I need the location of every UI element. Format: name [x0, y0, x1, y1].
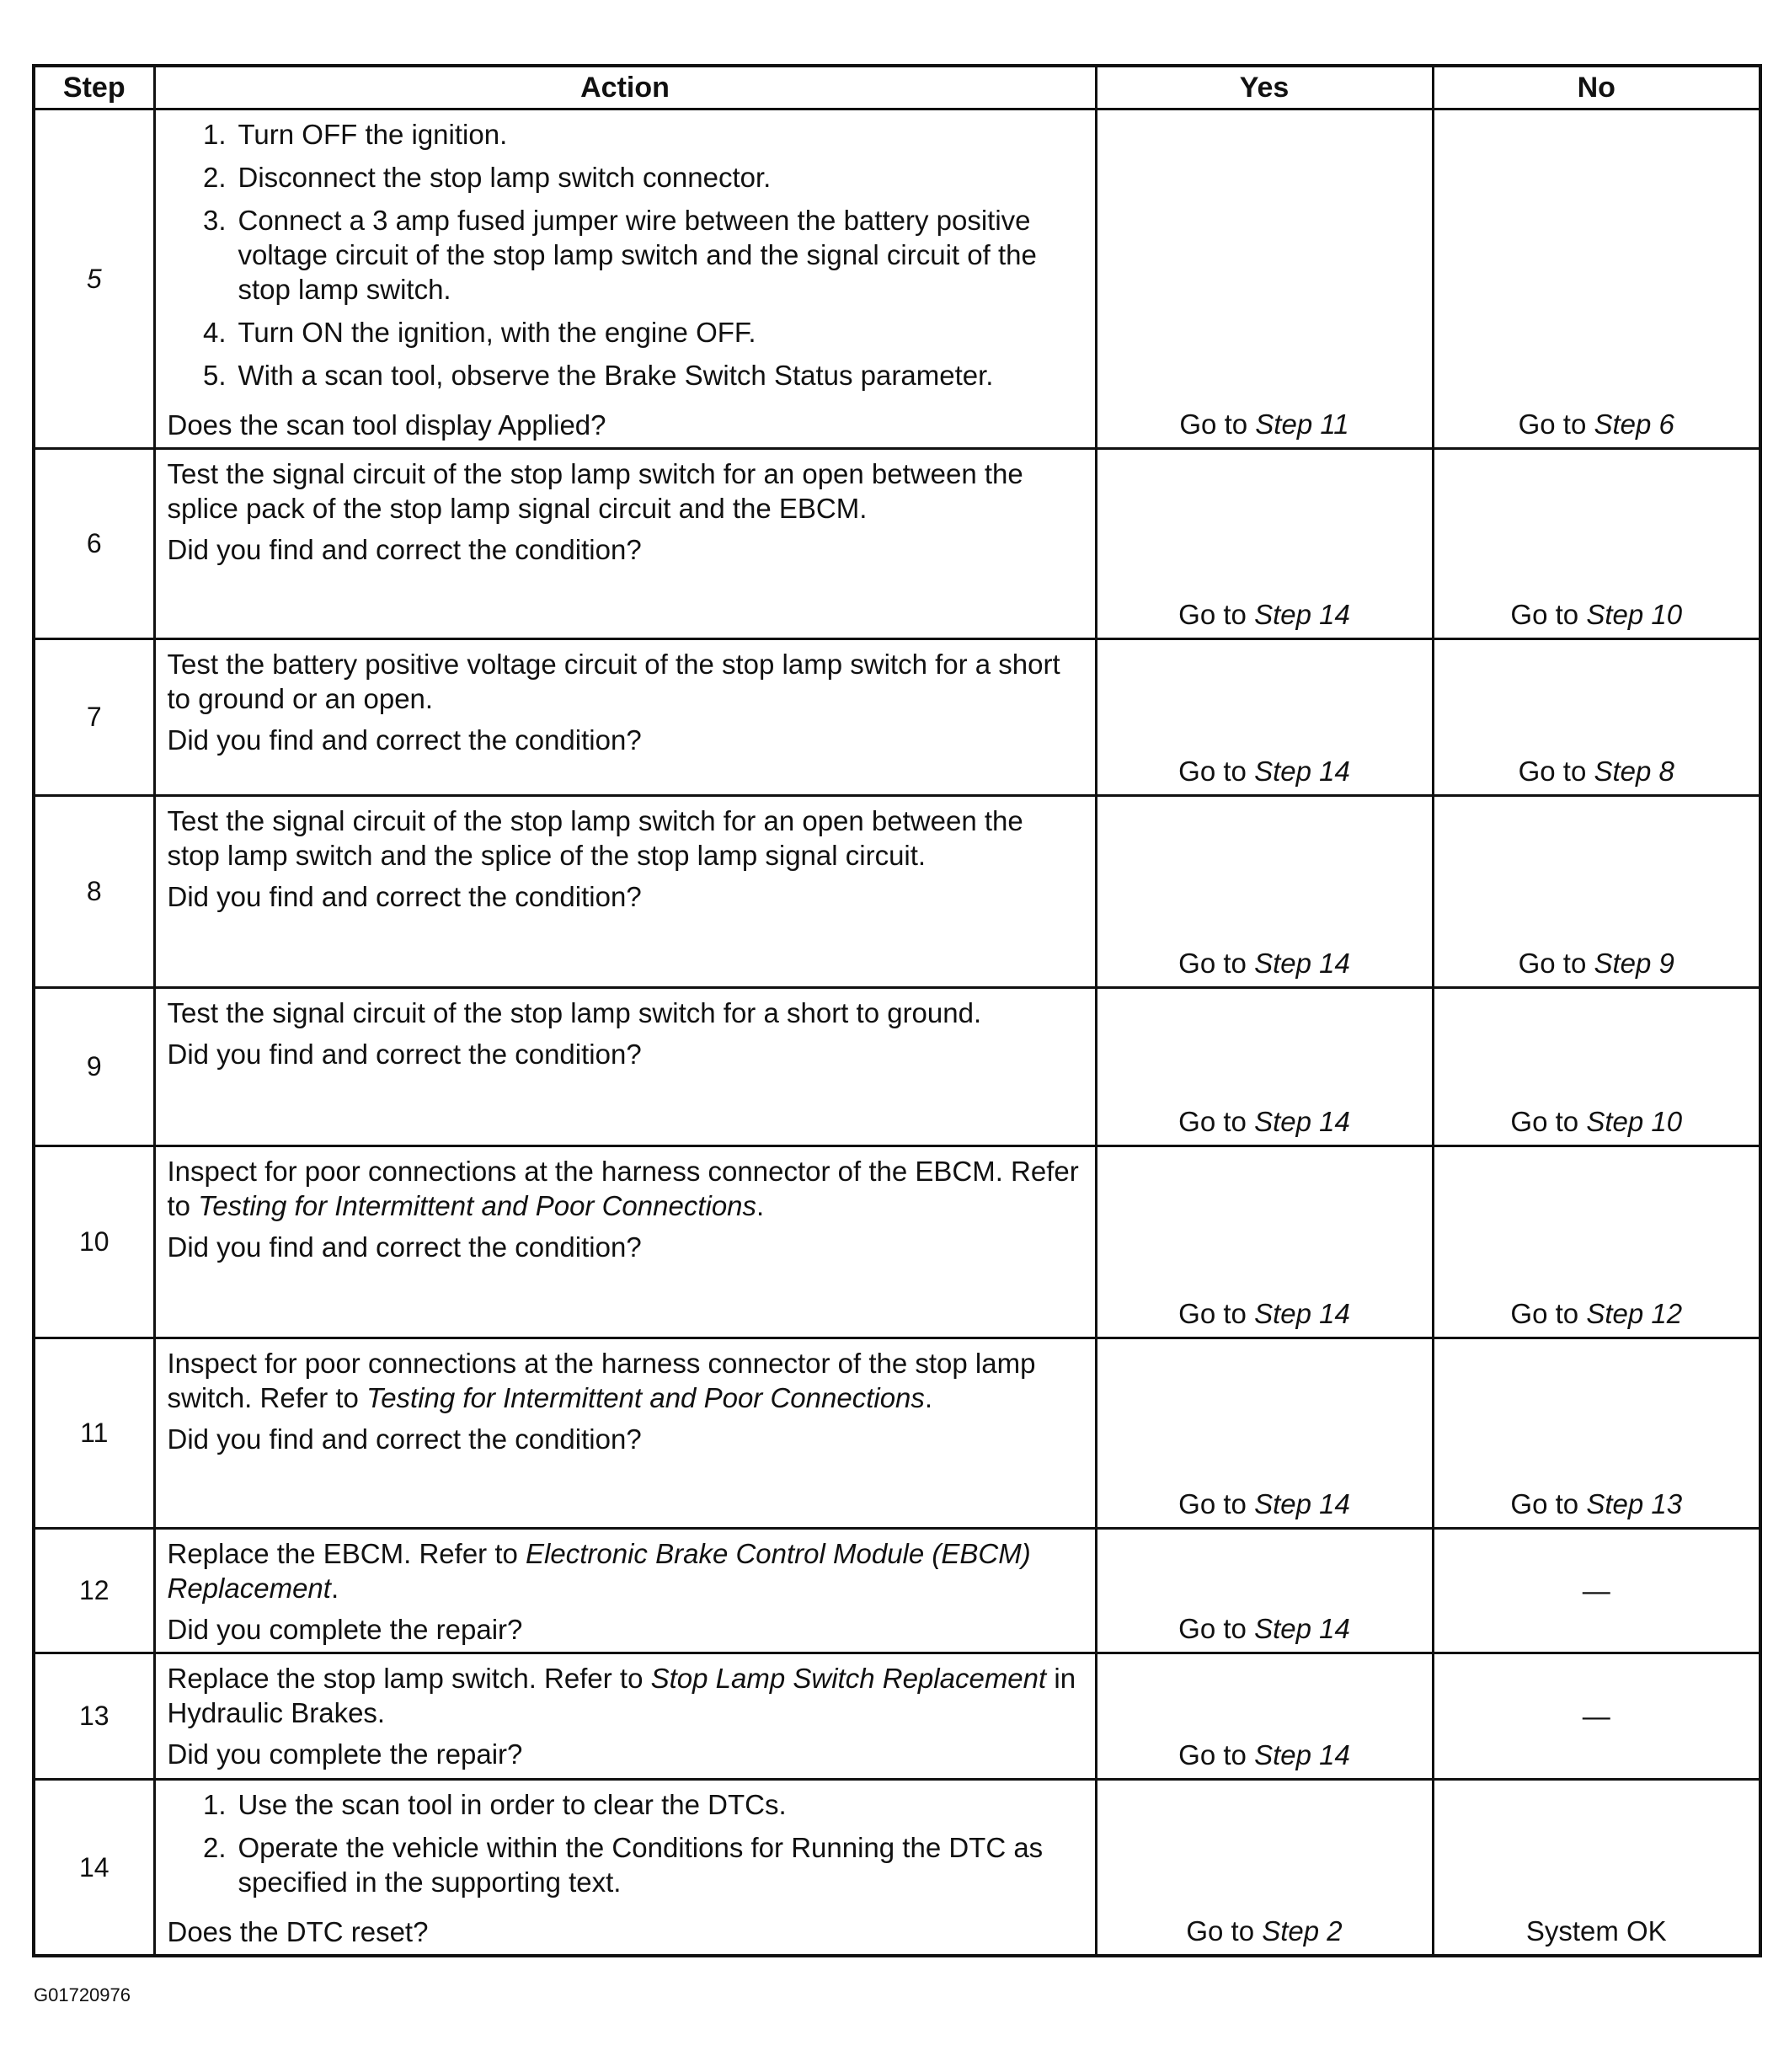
- no-cell: [1433, 1338, 1760, 1529]
- yes-step-link[interactable]: Step 14: [1254, 948, 1350, 979]
- list-text: Disconnect the stop lamp switch connector.: [238, 162, 772, 193]
- action-text: Test the battery positive voltage circuit of the stop lamp switch for a short to ground or an open.: [167, 649, 1060, 714]
- action-text: [168, 1346, 1083, 1415]
- header-row: [34, 66, 1760, 109]
- action-text-lead: Inspect for poor connections at the harness connector of the EBCM. Refer to: [167, 1156, 1079, 1221]
- yes-prefix: Go to: [1179, 409, 1256, 440]
- list-number: 2.: [202, 1832, 227, 1863]
- yes-prefix: Go to: [1178, 1106, 1255, 1137]
- yes-step-link[interactable]: Step 14: [1254, 1613, 1350, 1644]
- no-step-link[interactable]: Step 9: [1594, 948, 1674, 979]
- action-text: [168, 1661, 1083, 1730]
- yes-step-link[interactable]: Step 14: [1254, 756, 1350, 787]
- action-text-end: .: [924, 1382, 933, 1413]
- reference-link[interactable]: Testing for Intermittent and Poor Connections: [366, 1382, 925, 1413]
- action-text: Test the signal circuit of the stop lamp switch for an open between the splice pack of the stop lamp signal circuit and the EBCM.: [167, 458, 1023, 524]
- yes-cell: [1096, 988, 1433, 1146]
- table-row: [34, 639, 1760, 796]
- no-cell: —: [1433, 1529, 1760, 1653]
- list-number: 1.: [202, 1789, 227, 1820]
- list-item: [168, 315, 1083, 350]
- header-action: Action: [154, 66, 1096, 109]
- step-number: 5: [34, 109, 154, 449]
- list-number: 5.: [202, 360, 227, 391]
- no-prefix: Go to: [1510, 1106, 1587, 1137]
- action-text: [168, 1154, 1083, 1223]
- yes-step-link[interactable]: Step 14: [1254, 1298, 1350, 1329]
- no-cell: [1433, 639, 1760, 796]
- yes-prefix: Go to: [1178, 599, 1255, 630]
- no-prefix: Go to: [1510, 599, 1587, 630]
- no-cell: [1433, 109, 1760, 449]
- step-number: 6: [34, 449, 154, 639]
- yes-prefix: Go to: [1178, 1613, 1255, 1644]
- yes-step-link[interactable]: Step 2: [1262, 1915, 1343, 1947]
- yes-step-link[interactable]: Step 14: [1254, 599, 1350, 630]
- yes-prefix: Go to: [1178, 1739, 1255, 1770]
- list-text: Operate the vehicle within the Conditions for Running the DTC as specified in the supporting text.: [238, 1832, 1044, 1898]
- no-prefix: Go to: [1510, 1298, 1587, 1329]
- table-row: [34, 1529, 1760, 1653]
- step-number: 11: [34, 1338, 154, 1529]
- action-cell: [154, 1780, 1096, 1957]
- question-text: Did you complete the repair?: [167, 1738, 523, 1770]
- question-text: Did you find and correct the condition?: [167, 1039, 642, 1070]
- no-prefix: Go to: [1518, 948, 1594, 979]
- diagnostic-table-container: [32, 64, 1759, 1957]
- no-cell: [1433, 796, 1760, 988]
- figure-id: G01720976: [34, 1984, 131, 2005]
- action-text-end: .: [330, 1573, 339, 1604]
- list-text: With a scan tool, observe the Brake Switch Status parameter.: [238, 360, 994, 391]
- action-cell: [154, 1338, 1096, 1529]
- question-text: Did you find and correct the condition?: [167, 881, 642, 912]
- action-text-end: in Hydraulic Brakes.: [167, 1663, 1076, 1728]
- list-number: 1.: [202, 119, 227, 150]
- step-number: 7: [34, 639, 154, 796]
- action-cell: [154, 639, 1096, 796]
- action-text: Test the signal circuit of the stop lamp switch for a short to ground.: [167, 997, 982, 1028]
- no-cell: System OK: [1433, 1780, 1760, 1957]
- no-step-link[interactable]: Step 10: [1586, 599, 1683, 630]
- table-row: [34, 449, 1760, 639]
- question-text: Did you find and correct the condition?: [167, 724, 642, 756]
- yes-cell: [1096, 1338, 1433, 1529]
- list-text: Turn ON the ignition, with the engine OFF.: [238, 317, 756, 348]
- list-text: Connect a 3 amp fused jumper wire between the battery positive voltage circuit of the stop lamp switch and the signal circuit of the stop lamp switch.: [238, 205, 1037, 305]
- step-number: 9: [34, 988, 154, 1146]
- question-text: Did you complete the repair?: [167, 1614, 523, 1645]
- yes-cell: [1096, 1780, 1433, 1957]
- procedure-list: [168, 117, 1083, 393]
- list-text: Use the scan tool in order to clear the DTCs.: [238, 1789, 787, 1820]
- action-text: Test the signal circuit of the stop lamp switch for an open between the stop lamp switch and the splice of the stop lamp signal circuit.: [167, 805, 1023, 871]
- step-number: 13: [34, 1653, 154, 1780]
- list-item: [168, 160, 1083, 195]
- list-number: 3.: [202, 205, 227, 236]
- yes-step-link[interactable]: Step 14: [1254, 1739, 1350, 1770]
- yes-prefix: Go to: [1178, 1488, 1255, 1519]
- no-step-link[interactable]: Step 8: [1594, 756, 1674, 787]
- header-step: Step: [34, 66, 154, 109]
- table-row: [34, 1780, 1760, 1957]
- procedure-list: [168, 1787, 1083, 1899]
- table-row: [34, 1653, 1760, 1780]
- step-number: 8: [34, 796, 154, 988]
- reference-link[interactable]: Testing for Intermittent and Poor Connections: [198, 1190, 757, 1221]
- action-cell: [154, 796, 1096, 988]
- yes-cell: [1096, 1529, 1433, 1653]
- yes-step-link[interactable]: Step 14: [1254, 1106, 1350, 1137]
- action-cell: [154, 449, 1096, 639]
- table-row: [34, 988, 1760, 1146]
- yes-prefix: Go to: [1178, 756, 1255, 787]
- step-number: 12: [34, 1529, 154, 1653]
- question-text: Did you find and correct the condition?: [167, 1423, 642, 1455]
- no-prefix: Go to: [1518, 409, 1594, 440]
- list-number: 4.: [202, 317, 227, 348]
- question-text: Does the DTC reset?: [167, 1916, 429, 1947]
- yes-cell: [1096, 1146, 1433, 1338]
- yes-prefix: Go to: [1178, 1298, 1255, 1329]
- list-number: 2.: [202, 162, 227, 193]
- yes-cell: [1096, 639, 1433, 796]
- list-item: [168, 203, 1083, 307]
- yes-prefix: Go to: [1186, 1915, 1263, 1947]
- table-row: [34, 1338, 1760, 1529]
- action-text-lead: Inspect for poor connections at the harness connector of the stop lamp switch. Refer to: [167, 1348, 1036, 1413]
- action-cell: [154, 1653, 1096, 1780]
- yes-cell: [1096, 796, 1433, 988]
- action-text: [168, 1536, 1083, 1605]
- no-cell: [1433, 1146, 1760, 1338]
- question-text: Did you find and correct the condition?: [167, 1231, 642, 1263]
- table-row: [34, 1146, 1760, 1338]
- header-yes: Yes: [1096, 66, 1433, 109]
- list-item: [168, 358, 1083, 393]
- list-item: [168, 117, 1083, 152]
- no-cell: [1433, 449, 1760, 639]
- table-row: [34, 109, 1760, 449]
- yes-prefix: Go to: [1178, 948, 1255, 979]
- no-step-link[interactable]: Step 10: [1586, 1106, 1683, 1137]
- header-no: No: [1433, 66, 1760, 109]
- action-cell: [154, 109, 1096, 449]
- reference-link[interactable]: Electronic Brake Control Module (EBCM) Replacement: [167, 1538, 1031, 1604]
- no-step-link[interactable]: Step 6: [1594, 409, 1674, 440]
- yes-step-link[interactable]: Step 11: [1255, 409, 1349, 440]
- action-cell: [154, 988, 1096, 1146]
- question-text: Did you find and correct the condition?: [167, 534, 642, 565]
- list-item: [168, 1787, 1083, 1822]
- action-text-lead: Replace the stop lamp switch. Refer to: [167, 1663, 651, 1694]
- step-number: 14: [34, 1780, 154, 1957]
- list-text: Turn OFF the ignition.: [238, 119, 508, 150]
- action-text-end: .: [756, 1190, 765, 1221]
- no-step-link[interactable]: Step 12: [1586, 1298, 1683, 1329]
- yes-cell: [1096, 1653, 1433, 1780]
- action-cell: [154, 1146, 1096, 1338]
- list-item: [168, 1830, 1083, 1899]
- table-row: [34, 796, 1760, 988]
- action-cell: [154, 1529, 1096, 1653]
- yes-cell: [1096, 109, 1433, 449]
- yes-cell: [1096, 449, 1433, 639]
- question-text: Does the scan tool display Applied?: [167, 409, 606, 441]
- no-step-link[interactable]: Step 13: [1586, 1488, 1683, 1519]
- no-prefix: Go to: [1510, 1488, 1587, 1519]
- no-prefix: Go to: [1518, 756, 1594, 787]
- reference-link[interactable]: Stop Lamp Switch Replacement: [650, 1663, 1047, 1694]
- diagnostic-table: [32, 64, 1762, 1957]
- yes-step-link[interactable]: Step 14: [1254, 1488, 1350, 1519]
- no-cell: —: [1433, 1653, 1760, 1780]
- no-cell: [1433, 988, 1760, 1146]
- action-text-lead: Replace the EBCM. Refer to: [167, 1538, 526, 1569]
- step-number: 10: [34, 1146, 154, 1338]
